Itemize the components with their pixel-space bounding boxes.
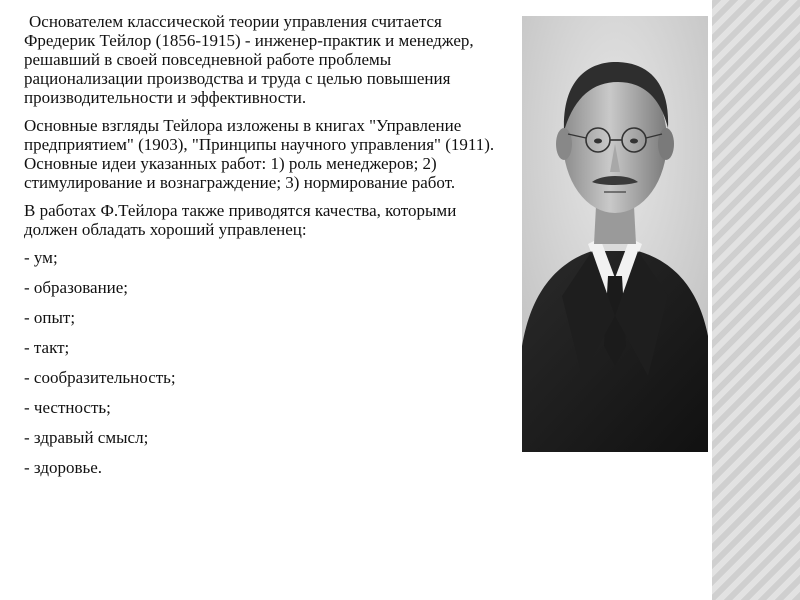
qualities-list — [24, 248, 510, 477]
list-item: - сообразительность; — [24, 368, 176, 387]
list-item: - здравый смысл; — [24, 428, 149, 447]
list-item: - образование; — [24, 278, 129, 297]
slide-text-block — [24, 12, 510, 488]
views-paragraph: Основные взгляды Тейлора изложены в книгах "Управление предприятием" (1903), "Принципы научного управления" (1911). Основные идеи указанных работ: 1) роль менеджеров; 2) стимулирование и вознаграждение; 3) нормирование работ. — [24, 116, 495, 192]
portrait-photo-icon — [522, 16, 708, 452]
list-item: - опыт; — [24, 308, 76, 327]
list-item: - такт; — [24, 338, 70, 357]
intro-paragraph: Основателем классической теории управления считается Фредерик Тейлор (1856-1915) - инженер-практик и менеджер, решавший в своей повседневной работе проблемы рационализации производства и труда с целью повышения производительности и эффективности. — [24, 12, 474, 107]
decorative-stripe-band — [712, 0, 800, 600]
portrait-photo — [522, 16, 708, 452]
list-item: - честность; — [24, 398, 111, 417]
qualities-intro-paragraph: В работах Ф.Тейлора также приводятся качества, которыми должен обладать хороший управленец: — [24, 201, 457, 239]
list-item: - ум; — [24, 248, 58, 267]
list-item: - здоровье. — [24, 458, 103, 477]
